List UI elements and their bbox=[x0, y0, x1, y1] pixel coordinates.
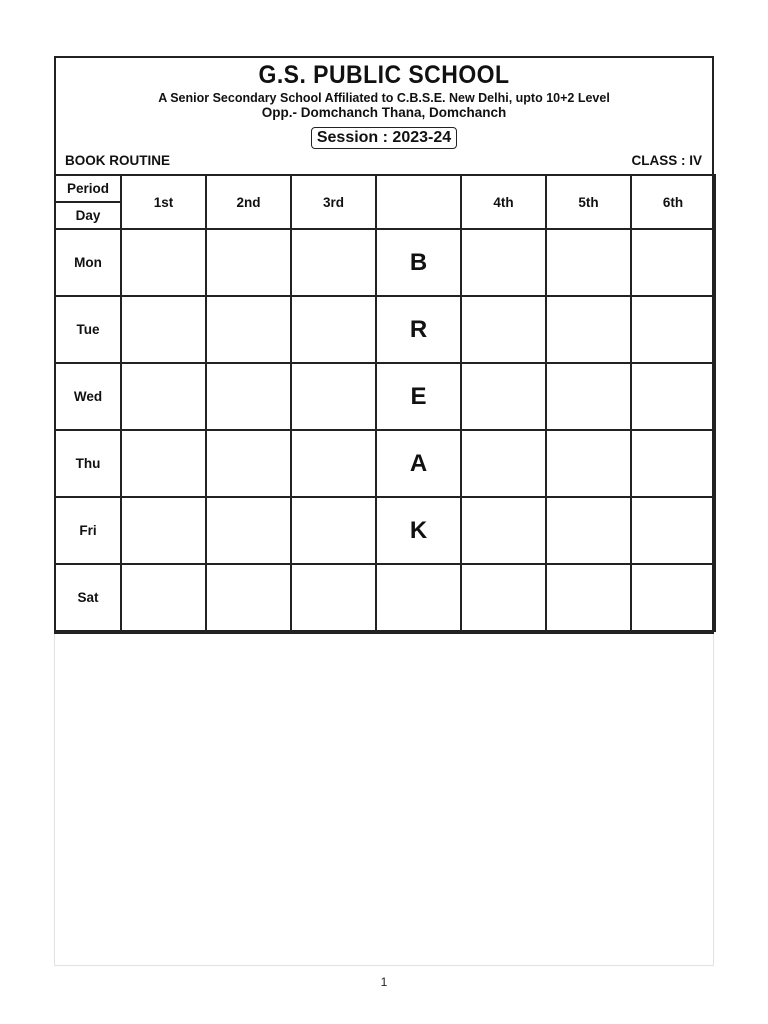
schedule-cell bbox=[121, 497, 206, 564]
schedule-cell bbox=[291, 430, 376, 497]
session-wrap bbox=[56, 127, 712, 149]
day-label: Day bbox=[75, 208, 101, 223]
period-header-2: 2nd bbox=[206, 175, 291, 229]
schedule-cell bbox=[206, 296, 291, 363]
schedule-cell bbox=[546, 497, 631, 564]
table-row bbox=[55, 296, 715, 363]
day-cell: Thu bbox=[55, 430, 121, 497]
routine-title: BOOK ROUTINE bbox=[65, 153, 171, 168]
schedule-cell bbox=[206, 564, 291, 631]
break-cell bbox=[376, 296, 461, 363]
schedule-cell bbox=[631, 229, 715, 296]
schedule-cell bbox=[121, 564, 206, 631]
break-cell bbox=[376, 229, 461, 296]
routine-sheet bbox=[54, 56, 714, 634]
schedule-cell bbox=[631, 497, 715, 564]
schedule-cell bbox=[121, 296, 206, 363]
day-cell: Mon bbox=[55, 229, 121, 296]
schedule-cell bbox=[291, 229, 376, 296]
table-row bbox=[55, 229, 715, 296]
schedule-cell bbox=[461, 564, 546, 631]
address-line: Opp.- Domchanch Thana, Domchanch bbox=[261, 105, 507, 120]
schedule-cell bbox=[206, 363, 291, 430]
break-cell bbox=[376, 363, 461, 430]
schedule-cell bbox=[461, 497, 546, 564]
schedule-cell bbox=[546, 296, 631, 363]
table-row bbox=[55, 363, 715, 430]
break-cell bbox=[376, 497, 461, 564]
day-cell: Tue bbox=[55, 296, 121, 363]
schedule-cell bbox=[291, 363, 376, 430]
period-header-1: 1st bbox=[121, 175, 206, 229]
schedule-cell bbox=[206, 497, 291, 564]
schedule-cell bbox=[546, 229, 631, 296]
break-letter: A bbox=[409, 449, 428, 477]
break-letter: R bbox=[409, 315, 428, 343]
break-letter: B bbox=[409, 248, 428, 276]
break-letter: K bbox=[409, 516, 428, 544]
schedule-cell bbox=[121, 363, 206, 430]
school-name: G.S. PUBLIC SCHOOL bbox=[258, 61, 510, 89]
session-badge: Session : 2023-24 bbox=[311, 127, 457, 149]
schedule-cell bbox=[546, 363, 631, 430]
schedule-cell bbox=[461, 363, 546, 430]
period-label: Period bbox=[56, 176, 120, 203]
period-header-3: 3rd bbox=[291, 175, 376, 229]
schedule-cell bbox=[121, 229, 206, 296]
schedule-cell bbox=[631, 430, 715, 497]
schedule-cell bbox=[631, 296, 715, 363]
schedule-cell bbox=[291, 497, 376, 564]
routine-table bbox=[54, 174, 716, 632]
schedule-cell bbox=[461, 296, 546, 363]
period-header-break bbox=[376, 175, 461, 229]
table-row bbox=[55, 430, 715, 497]
table-row bbox=[55, 564, 715, 631]
schedule-cell bbox=[631, 363, 715, 430]
break-cell bbox=[376, 430, 461, 497]
day-cell: Sat bbox=[55, 564, 121, 631]
day-cell: Wed bbox=[55, 363, 121, 430]
schedule-cell bbox=[206, 430, 291, 497]
class-label: CLASS : IV bbox=[631, 153, 702, 168]
break-cell bbox=[376, 564, 461, 631]
period-header-4: 4th bbox=[461, 175, 546, 229]
schedule-cell bbox=[291, 564, 376, 631]
page-number: 1 bbox=[380, 975, 388, 989]
schedule-cell bbox=[291, 296, 376, 363]
table-row bbox=[55, 497, 715, 564]
break-letter: E bbox=[410, 382, 427, 410]
schedule-cell bbox=[121, 430, 206, 497]
corner-cell bbox=[55, 175, 121, 229]
period-header-5: 5th bbox=[546, 175, 631, 229]
schedule-cell bbox=[461, 229, 546, 296]
schedule-cell bbox=[546, 430, 631, 497]
affiliation-line: A Senior Secondary School Affiliated to C.B.S.E. New Delhi, upto 10+2 Level bbox=[158, 91, 610, 105]
schedule-cell bbox=[206, 229, 291, 296]
header-row bbox=[55, 175, 715, 229]
period-header-6: 6th bbox=[631, 175, 715, 229]
schedule-cell bbox=[546, 564, 631, 631]
day-cell: Fri bbox=[55, 497, 121, 564]
schedule-cell bbox=[461, 430, 546, 497]
schedule-cell bbox=[631, 564, 715, 631]
